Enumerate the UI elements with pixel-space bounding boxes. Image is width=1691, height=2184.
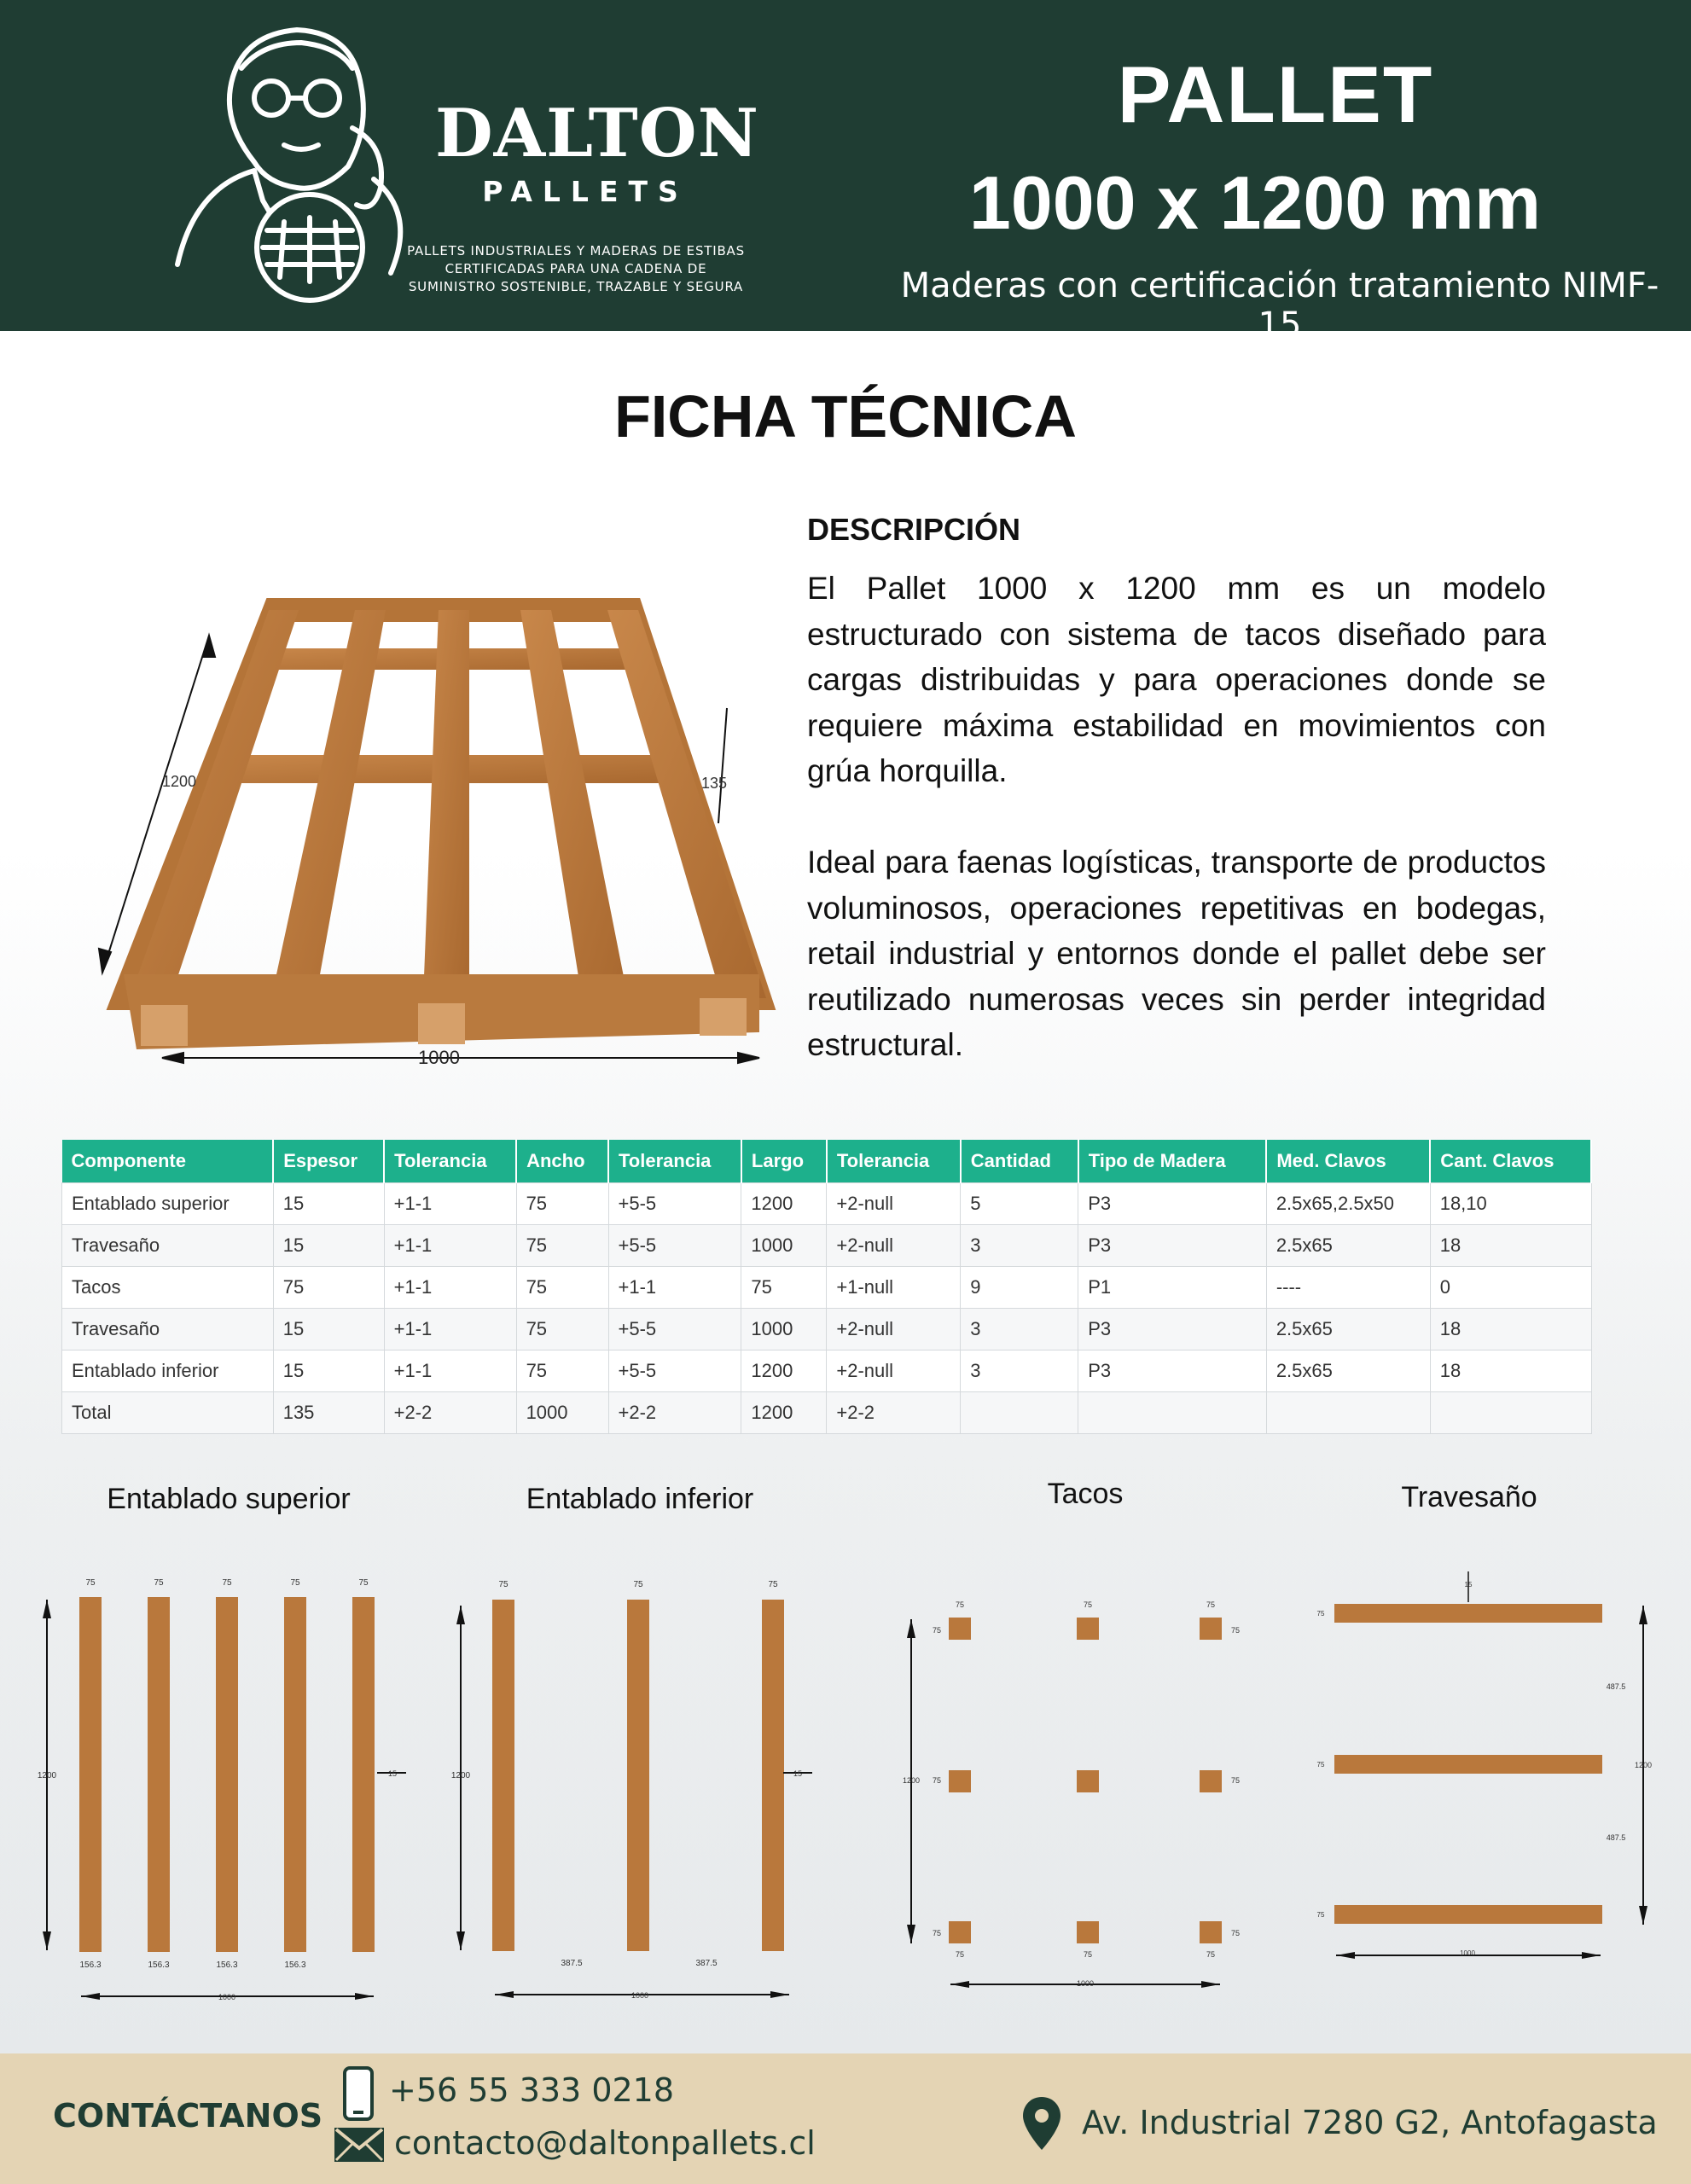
table-header-row <box>62 1140 1592 1182</box>
diagram-label-blocks: Tacos <box>1047 1478 1124 1510</box>
table-cell: +2-2 <box>608 1391 741 1433</box>
block-width-label: 75 <box>1083 1950 1093 1959</box>
arrow-up-icon <box>1639 1606 1647 1624</box>
board-gap-label: 387.5 <box>695 1959 718 1968</box>
table-cell: +1-1 <box>384 1308 516 1350</box>
arrow-right-icon <box>770 1991 789 1998</box>
table-cell: P1 <box>1078 1266 1267 1308</box>
table-cell: 1200 <box>741 1391 827 1433</box>
table-cell: +1-1 <box>384 1350 516 1391</box>
table-cell: +2-null <box>827 1182 961 1224</box>
dim-width-label: 1000 <box>418 1047 460 1068</box>
column-header: Componente <box>62 1140 274 1182</box>
column-header: Cantidad <box>961 1140 1078 1182</box>
table-cell: Tacos <box>62 1266 274 1308</box>
bottom-deck-board <box>627 1600 649 1951</box>
pallet-block <box>1077 1618 1099 1640</box>
table-cell: +1-1 <box>608 1266 741 1308</box>
table-cell: 75 <box>516 1266 608 1308</box>
top-length-label: 1200 <box>37 1771 57 1780</box>
table-cell: 3 <box>961 1350 1078 1391</box>
phone-icon <box>341 2066 375 2121</box>
board-width-label: 75 <box>85 1578 96 1588</box>
arrow-up-icon <box>43 1600 51 1618</box>
table-cell: 0 <box>1430 1266 1591 1308</box>
pallet-deck-board <box>607 610 766 998</box>
table-cell: +2-null <box>827 1308 961 1350</box>
bottom-thickness-label: 15 <box>793 1769 803 1778</box>
top-total-label: 1000 <box>218 1993 236 2001</box>
stringer-gap-label: 487.5 <box>1606 1833 1626 1842</box>
table-cell: ---- <box>1266 1266 1430 1308</box>
table-row <box>62 1266 1592 1308</box>
table-cell: 18 <box>1430 1224 1591 1266</box>
stringer-board <box>1334 1755 1602 1774</box>
table-cell: 135 <box>273 1391 384 1433</box>
top-deck-board <box>79 1597 102 1952</box>
location-pin-icon <box>1020 2095 1063 2152</box>
table-cell: 75 <box>516 1350 608 1391</box>
table-cell: +5-5 <box>608 1308 741 1350</box>
pallet-block <box>141 1005 188 1046</box>
table-cell: +1-1 <box>384 1266 516 1308</box>
arrow-left-icon <box>162 1053 183 1063</box>
table-cell: 2.5x65 <box>1266 1224 1430 1266</box>
top-thickness-label: 15 <box>387 1769 398 1778</box>
brand-tagline <box>392 242 759 296</box>
top-deck-board <box>284 1597 306 1952</box>
table-cell: 75 <box>516 1224 608 1266</box>
stringer-gap-label: 487.5 <box>1606 1682 1626 1691</box>
pallet-block <box>418 1003 465 1044</box>
stringer-board <box>1334 1604 1602 1623</box>
dim-height-label: 135 <box>701 775 728 792</box>
column-header: Ancho <box>516 1140 608 1182</box>
tagline-line: SUMINISTRO SOSTENIBLE, TRAZABLE Y SEGURA <box>408 279 744 294</box>
column-header: Tolerancia <box>608 1140 741 1182</box>
board-width-label: 75 <box>498 1580 508 1589</box>
bottom-length-label: 1200 <box>450 1771 471 1780</box>
arrow-up-icon <box>456 1606 465 1624</box>
arrow-down-icon <box>43 1931 51 1950</box>
table-cell <box>1430 1391 1591 1433</box>
block-width-label: 75 <box>955 1950 965 1959</box>
dim-length-label: 1200 <box>162 773 197 790</box>
description-paragraph: El Pallet 1000 x 1200 mm es un modelo estructurado con sistema de tacos diseñado para cargas distribuidas y para operaciones donde se requiere máxima estabilidad en movimientos con grúa horquilla. <box>807 571 1546 788</box>
table-cell: 15 <box>273 1182 384 1224</box>
board-width-label: 75 <box>633 1580 643 1589</box>
top-deck-board <box>216 1597 238 1952</box>
bottom-total-label: 1000 <box>630 1991 649 2000</box>
arrow-left-icon <box>81 1993 100 2000</box>
description-heading: DESCRIPCIÓN <box>807 512 1021 547</box>
block-depth-label: 75 <box>932 1626 942 1635</box>
table-row <box>62 1391 1592 1433</box>
column-header: Tolerancia <box>384 1140 516 1182</box>
table-cell: +5-5 <box>608 1182 741 1224</box>
table-cell: 3 <box>961 1224 1078 1266</box>
board-gap-label: 387.5 <box>561 1959 583 1968</box>
table-row <box>62 1350 1592 1391</box>
stringer-length-label: 1000 <box>1460 1949 1475 1957</box>
column-header: Tipo de Madera <box>1078 1140 1267 1182</box>
table-cell: 1000 <box>741 1308 827 1350</box>
bottom-deck-board <box>762 1600 784 1951</box>
block-depth-label: 75 <box>932 1929 942 1937</box>
pallet-3d-illustration <box>77 589 776 1075</box>
diagram-label-bottom-deck: Entablado inferior <box>526 1483 754 1515</box>
table-cell: P3 <box>1078 1224 1267 1266</box>
arrow-down-icon <box>907 1925 915 1943</box>
table-cell: 2.5x65 <box>1266 1308 1430 1350</box>
pallet-block <box>1077 1921 1099 1943</box>
blocks-length-label: 1200 <box>902 1776 921 1785</box>
column-header: Cant. Clavos <box>1430 1140 1591 1182</box>
table-cell: +5-5 <box>608 1224 741 1266</box>
board-gap-label: 156.3 <box>79 1960 102 1970</box>
table-cell: 1200 <box>741 1350 827 1391</box>
phone-number[interactable]: +56 55 333 0218 <box>389 2071 675 2109</box>
pallet-block <box>949 1921 971 1943</box>
tagline-line: CERTIFICADAS PARA UNA CADENA DE <box>445 261 707 276</box>
board-width-label: 75 <box>358 1578 369 1588</box>
description-paragraph: Ideal para faenas logísticas, transporte de productos voluminosos, operaciones repetitivas en bodegas, retail industrial y entornos donde el pallet debe ser reutilizado numerosas veces sin perder integridad estructural. <box>807 845 1546 1062</box>
table-cell: +5-5 <box>608 1350 741 1391</box>
pallet-block <box>949 1770 971 1792</box>
table-cell: +1-null <box>827 1266 961 1308</box>
table-cell: P3 <box>1078 1182 1267 1224</box>
arrow-down-icon <box>99 949 111 973</box>
certification-note: Maderas con certificación tratamiento NIMF-15 <box>900 266 1659 345</box>
stringer-thickness-label: 15 <box>1464 1581 1473 1589</box>
blocks-total-label: 1000 <box>1076 1979 1095 1988</box>
block-depth-label: 75 <box>1230 1626 1241 1635</box>
block-width-label: 75 <box>1206 1950 1216 1959</box>
stringer-width-label: 75 <box>1316 1761 1325 1769</box>
arrow-up-icon <box>907 1619 915 1638</box>
table-cell: 75 <box>516 1182 608 1224</box>
diagram-label-top-deck: Entablado superior <box>107 1483 351 1515</box>
table-cell: 3 <box>961 1308 1078 1350</box>
table-cell: Total <box>62 1391 274 1433</box>
table-cell: 1000 <box>516 1391 608 1433</box>
table-cell: +2-2 <box>384 1391 516 1433</box>
table-cell: P3 <box>1078 1350 1267 1391</box>
top-deck-board <box>148 1597 170 1952</box>
table-cell: +2-null <box>827 1350 961 1391</box>
arrow-right-icon <box>738 1053 759 1063</box>
pallet-block <box>1077 1770 1099 1792</box>
block-width-label: 75 <box>1206 1600 1216 1609</box>
table-cell: P3 <box>1078 1308 1267 1350</box>
table-cell: Entablado superior <box>62 1182 274 1224</box>
diagram-label-stringers: Travesaño <box>1401 1481 1537 1513</box>
stringer-board <box>1334 1905 1602 1924</box>
block-depth-label: 75 <box>1230 1929 1241 1937</box>
column-header: Espesor <box>273 1140 384 1182</box>
table-cell: 5 <box>961 1182 1078 1224</box>
tagline-line: PALLETS INDUSTRIALES Y MADERAS DE ESTIBAS <box>407 243 745 258</box>
table-cell <box>1078 1391 1267 1433</box>
table-cell: +1-1 <box>384 1182 516 1224</box>
table-cell: +2-null <box>827 1224 961 1266</box>
address: Av. Industrial 7280 G2, Antofagasta <box>1082 2104 1658 2141</box>
board-width-label: 75 <box>768 1580 778 1589</box>
block-depth-label: 75 <box>932 1776 942 1785</box>
column-header: Tolerancia <box>827 1140 961 1182</box>
table-cell: 75 <box>741 1266 827 1308</box>
pallet-block <box>1200 1770 1222 1792</box>
arrow-right-icon <box>1201 1981 1220 1988</box>
table-cell: 1000 <box>741 1224 827 1266</box>
block-width-label: 75 <box>1083 1600 1093 1609</box>
arrow-down-icon <box>456 1931 465 1950</box>
table-cell: 15 <box>273 1350 384 1391</box>
contact-label: CONTÁCTANOS <box>53 2097 323 2135</box>
arrow-left-icon <box>1336 1952 1355 1959</box>
arrow-down-icon <box>1639 1906 1647 1925</box>
technical-diagrams <box>0 1553 1691 2013</box>
table-cell: 18 <box>1430 1308 1591 1350</box>
arrow-left-icon <box>495 1991 514 1998</box>
table-cell: 75 <box>273 1266 384 1308</box>
block-depth-label: 75 <box>1230 1776 1241 1785</box>
board-width-label: 75 <box>290 1578 300 1588</box>
table-row <box>62 1224 1592 1266</box>
pallet-block <box>949 1618 971 1640</box>
email-address[interactable]: contacto@daltonpallets.cl <box>394 2124 816 2162</box>
board-gap-label: 156.3 <box>148 1960 170 1970</box>
table-cell: 2.5x65 <box>1266 1350 1430 1391</box>
stringers-length-label: 1200 <box>1634 1761 1653 1769</box>
top-deck-board <box>352 1597 375 1952</box>
pallet-block <box>1200 1618 1222 1640</box>
table-row <box>62 1182 1592 1224</box>
stringer-width-label: 75 <box>1316 1610 1325 1618</box>
table-cell: 1200 <box>741 1182 827 1224</box>
pallet-block <box>700 998 747 1036</box>
arrow-right-icon <box>1582 1952 1601 1959</box>
arrow-right-icon <box>355 1993 374 2000</box>
table-cell: Travesaño <box>62 1308 274 1350</box>
stringer-width-label: 75 <box>1316 1911 1325 1919</box>
brand-name: DALTON <box>435 95 759 172</box>
page-title: FICHA TÉCNICA <box>614 383 1077 450</box>
height-dimension-line <box>718 708 727 823</box>
table-cell: Entablado inferior <box>62 1350 274 1391</box>
block-width-label: 75 <box>955 1600 965 1609</box>
email-icon <box>333 2126 386 2164</box>
board-gap-label: 156.3 <box>216 1960 238 1970</box>
table-cell <box>1266 1391 1430 1433</box>
column-header: Med. Clavos <box>1266 1140 1430 1182</box>
board-width-label: 75 <box>154 1578 164 1588</box>
column-header: Largo <box>741 1140 827 1182</box>
bottom-deck-board <box>492 1600 514 1951</box>
table-cell: 15 <box>273 1224 384 1266</box>
table-cell: 2.5x65,2.5x50 <box>1266 1182 1430 1224</box>
product-dimensions: 1000 x 1200 mm <box>968 160 1542 245</box>
table-cell: 9 <box>961 1266 1078 1308</box>
table-cell: Travesaño <box>62 1224 274 1266</box>
arrow-left-icon <box>950 1981 969 1988</box>
spec-table <box>61 1140 1592 1434</box>
brand-subtitle: PALLETS <box>482 175 689 208</box>
table-cell: 75 <box>516 1308 608 1350</box>
product-title: PALLET <box>1117 49 1434 139</box>
board-width-label: 75 <box>222 1578 232 1588</box>
table-cell: +1-1 <box>384 1224 516 1266</box>
table-cell: 18,10 <box>1430 1182 1591 1224</box>
table-cell <box>961 1391 1078 1433</box>
table-cell: 15 <box>273 1308 384 1350</box>
board-gap-label: 156.3 <box>284 1960 306 1970</box>
table-cell: +2-2 <box>827 1391 961 1433</box>
table-row <box>62 1308 1592 1350</box>
pallet-block <box>1200 1921 1222 1943</box>
table-cell: 18 <box>1430 1350 1591 1391</box>
